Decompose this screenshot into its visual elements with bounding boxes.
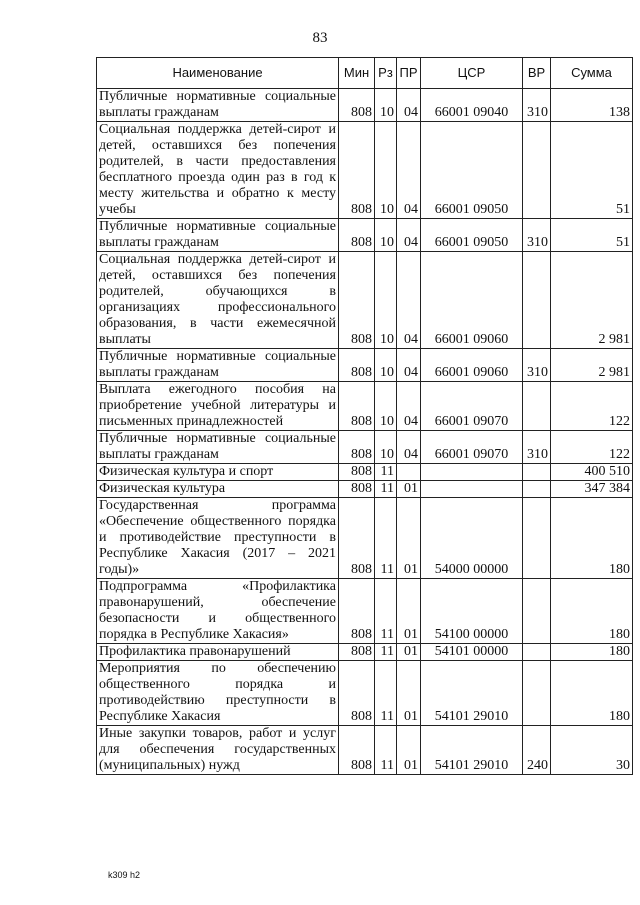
cell-vr xyxy=(523,122,551,219)
cell-name: Иные закупки товаров, работ и услуг для обеспечения государственных (муниципальных) нужд xyxy=(97,726,339,775)
cell-rz: 10 xyxy=(375,89,397,122)
cell-min: 808 xyxy=(339,661,375,726)
cell-csr: 66001 09070 xyxy=(421,382,523,431)
cell-sum: 347 384 xyxy=(551,481,633,498)
cell-rz: 10 xyxy=(375,219,397,252)
cell-csr: 66001 09050 xyxy=(421,219,523,252)
cell-pr: 01 xyxy=(397,726,421,775)
header-name: Наименование xyxy=(97,58,339,89)
cell-vr xyxy=(523,481,551,498)
table-row xyxy=(97,349,633,382)
cell-min: 808 xyxy=(339,219,375,252)
table-row xyxy=(97,89,633,122)
cell-sum: 122 xyxy=(551,431,633,464)
cell-csr: 66001 09050 xyxy=(421,122,523,219)
cell-min: 808 xyxy=(339,464,375,481)
cell-rz: 10 xyxy=(375,382,397,431)
cell-vr: 310 xyxy=(523,349,551,382)
table-row xyxy=(97,252,633,349)
cell-pr: 01 xyxy=(397,579,421,644)
cell-pr: 04 xyxy=(397,252,421,349)
cell-csr: 54101 00000 xyxy=(421,644,523,661)
cell-name: Публичные нормативные социальные выплаты гражданам xyxy=(97,349,339,382)
table-row xyxy=(97,644,633,661)
cell-name: Социальная поддержка детей-сирот и детей, оставшихся без попечения родителей, обучающихся в организациях профессионального образования, в части ежемесячной выплаты xyxy=(97,252,339,349)
cell-rz: 10 xyxy=(375,252,397,349)
cell-rz: 11 xyxy=(375,726,397,775)
header-vr: ВР xyxy=(523,58,551,89)
cell-pr: 04 xyxy=(397,382,421,431)
cell-min: 808 xyxy=(339,382,375,431)
cell-csr: 66001 09040 xyxy=(421,89,523,122)
cell-name: Выплата ежегодного пособия на приобретение учебной литературы и письменных принадлежностей xyxy=(97,382,339,431)
cell-vr xyxy=(523,498,551,579)
cell-vr: 310 xyxy=(523,89,551,122)
cell-sum: 400 510 xyxy=(551,464,633,481)
cell-name: Профилактика правонарушений xyxy=(97,644,339,661)
cell-sum: 122 xyxy=(551,382,633,431)
cell-min: 808 xyxy=(339,252,375,349)
table-body xyxy=(97,89,633,775)
cell-name: Подпрограмма «Профилактика правонарушений, обеспечение безопасности и общественного порядка в Республике Хакасия» xyxy=(97,579,339,644)
cell-sum: 2 981 xyxy=(551,349,633,382)
cell-pr: 01 xyxy=(397,661,421,726)
cell-vr xyxy=(523,661,551,726)
header-sum: Сумма xyxy=(551,58,633,89)
cell-name: Физическая культура и спорт xyxy=(97,464,339,481)
cell-csr: 54000 00000 xyxy=(421,498,523,579)
table-row xyxy=(97,122,633,219)
page-number: 83 xyxy=(312,30,328,46)
cell-csr: 66001 09060 xyxy=(421,349,523,382)
cell-rz: 11 xyxy=(375,644,397,661)
cell-csr xyxy=(421,464,523,481)
cell-sum: 180 xyxy=(551,579,633,644)
table-row xyxy=(97,726,633,775)
cell-csr: 54101 29010 xyxy=(421,661,523,726)
table-row xyxy=(97,498,633,579)
cell-sum: 30 xyxy=(551,726,633,775)
cell-name: Физическая культура xyxy=(97,481,339,498)
table-row xyxy=(97,219,633,252)
cell-vr xyxy=(523,252,551,349)
cell-sum: 51 xyxy=(551,122,633,219)
table-row xyxy=(97,579,633,644)
cell-name: Мероприятия по обеспечению общественного порядка и противодействию преступности в Республике Хакасия xyxy=(97,661,339,726)
cell-min: 808 xyxy=(339,89,375,122)
header-min: Мин xyxy=(339,58,375,89)
cell-min: 808 xyxy=(339,644,375,661)
table-header-row xyxy=(97,58,633,89)
cell-sum: 180 xyxy=(551,661,633,726)
header-pr: ПР xyxy=(397,58,421,89)
cell-rz: 10 xyxy=(375,122,397,219)
cell-sum: 180 xyxy=(551,644,633,661)
cell-sum: 180 xyxy=(551,498,633,579)
cell-vr: 310 xyxy=(523,219,551,252)
table-row xyxy=(97,481,633,498)
cell-vr xyxy=(523,464,551,481)
table-row xyxy=(97,661,633,726)
cell-pr: 01 xyxy=(397,481,421,498)
cell-pr: 01 xyxy=(397,498,421,579)
cell-vr: 240 xyxy=(523,726,551,775)
cell-vr xyxy=(523,644,551,661)
cell-rz: 11 xyxy=(375,481,397,498)
budget-table xyxy=(96,57,633,775)
header-csr: ЦСР xyxy=(421,58,523,89)
cell-name: Публичные нормативные социальные выплаты гражданам xyxy=(97,89,339,122)
table-row xyxy=(97,464,633,481)
cell-min: 808 xyxy=(339,122,375,219)
cell-vr: 310 xyxy=(523,431,551,464)
cell-rz: 11 xyxy=(375,579,397,644)
cell-pr: 04 xyxy=(397,349,421,382)
cell-name: Публичные нормативные социальные выплаты гражданам xyxy=(97,219,339,252)
cell-pr: 04 xyxy=(397,122,421,219)
cell-min: 808 xyxy=(339,481,375,498)
cell-min: 808 xyxy=(339,431,375,464)
cell-sum: 138 xyxy=(551,89,633,122)
cell-vr xyxy=(523,382,551,431)
cell-min: 808 xyxy=(339,726,375,775)
cell-sum: 2 981 xyxy=(551,252,633,349)
cell-csr: 66001 09070 xyxy=(421,431,523,464)
cell-name: Государственная программа «Обеспечение общественного порядка и противодействие преступности в Республике Хакасия (2017 – 2021 годы)» xyxy=(97,498,339,579)
cell-vr xyxy=(523,579,551,644)
cell-csr: 66001 09060 xyxy=(421,252,523,349)
cell-min: 808 xyxy=(339,349,375,382)
cell-min: 808 xyxy=(339,498,375,579)
header-rz: Рз xyxy=(375,58,397,89)
cell-pr: 04 xyxy=(397,219,421,252)
cell-rz: 10 xyxy=(375,431,397,464)
table-row xyxy=(97,382,633,431)
footer-code: k309 h2 xyxy=(108,870,141,880)
cell-pr: 04 xyxy=(397,431,421,464)
cell-csr: 54101 29010 xyxy=(421,726,523,775)
cell-csr: 54100 00000 xyxy=(421,579,523,644)
cell-pr xyxy=(397,464,421,481)
cell-min: 808 xyxy=(339,579,375,644)
cell-rz: 11 xyxy=(375,464,397,481)
cell-sum: 51 xyxy=(551,219,633,252)
cell-rz: 11 xyxy=(375,498,397,579)
table-row xyxy=(97,431,633,464)
cell-csr xyxy=(421,481,523,498)
cell-pr: 04 xyxy=(397,89,421,122)
cell-name: Публичные нормативные социальные выплаты гражданам xyxy=(97,431,339,464)
cell-rz: 11 xyxy=(375,661,397,726)
cell-pr: 01 xyxy=(397,644,421,661)
cell-name: Социальная поддержка детей-сирот и детей, оставшихся без попечения родителей, в части предоставления бесплатного проезда один раз в год к месту жительства и обратно к месту учебы xyxy=(97,122,339,219)
cell-rz: 10 xyxy=(375,349,397,382)
